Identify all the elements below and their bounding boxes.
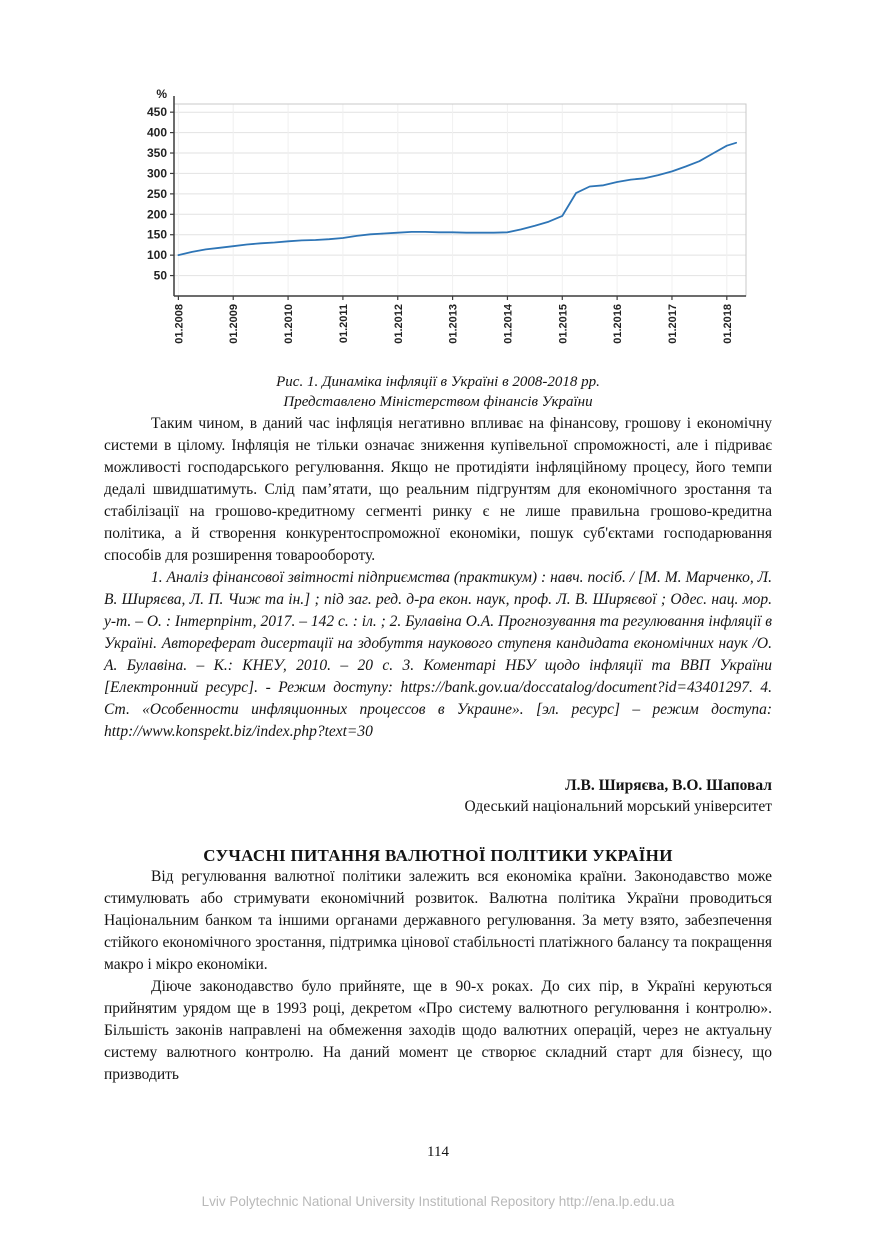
- svg-text:01.2009: 01.2009: [228, 304, 241, 344]
- svg-text:01.2014: 01.2014: [502, 304, 515, 344]
- svg-text:50: 50: [153, 268, 167, 283]
- svg-text:01.2011: 01.2011: [337, 304, 350, 344]
- svg-text:350: 350: [146, 146, 167, 160]
- svg-text:450: 450: [146, 105, 167, 120]
- page-number: 114: [427, 1144, 449, 1160]
- svg-text:200: 200: [146, 207, 167, 222]
- svg-text:01.2015: 01.2015: [557, 304, 570, 344]
- paragraph-currency-policy: Від регулювання валютної політики залежить вся економіка країни. Законодавство може стимулювать або стримувати економічний розвиток. Валютна політика України проводиться Національним банком та іншими органами державного регулювання. За мету взято, забезпечення стійкого економічного зростання, підтримка цінової стабільності платіжного балансу та покращення макро і мікро економіки.: [104, 867, 772, 973]
- svg-text:150: 150: [146, 227, 167, 242]
- article-title: СУЧАСНІ ПИТАННЯ ВАЛЮТНОЇ ПОЛІТИКИ УКРАЇНИ: [203, 845, 673, 865]
- svg-text:400: 400: [146, 125, 167, 140]
- svg-text:01.2010: 01.2010: [283, 304, 296, 344]
- references-list: 1. Аналіз фінансової звітності підприємства (практикум) : навч. посіб. / [М. М. Марченко, Л. В. Ширяєва, Л. П. Чиж та ін.] ; під заг. ред. д-ра екон. наук, проф. Л. В. Ширяєвої ; Одес. нац. мор. у-т. – О. : Інтерпрінт, 2017. – 142 с. : іл. ; 2. Булавіна О.А. Прогнозування та регулювання інфляції в Україні. Автореферат дисертації на здобуття наукового ступеня кандидата економічних наук /О. А. Булавіна. – К.: КНЕУ, 2010. – 20 с. 3. Коментарі НБУ щодо інфляції та ВВП України [Електронний ресурс]. - Режим доступу: https://bank.gov.ua/doccatalog/document?id=43401297. 4. Ст. «Особенности инфляционных процессов в Украине». [эл. ресурс] – режим доступа: http://www.konspekt.biz/index.php?text=30: [104, 568, 772, 740]
- svg-text:300: 300: [146, 166, 167, 181]
- svg-text:01.2018: 01.2018: [721, 304, 734, 344]
- repository-footer: Lviv Polytechnic National University Institutional Repository http://ena.lp.edu.ua: [201, 1194, 675, 1209]
- svg-text:01.2012: 01.2012: [392, 304, 405, 344]
- svg-text:250: 250: [146, 186, 167, 201]
- svg-text:01.2013: 01.2013: [447, 304, 460, 344]
- svg-text:01.2016: 01.2016: [612, 303, 625, 344]
- svg-text:100: 100: [146, 248, 167, 263]
- figure-caption-line2: Представлено Міністерством фінансів України: [283, 394, 593, 411]
- affiliation-line: Одеський національний морський університет: [464, 798, 772, 816]
- paragraph-inflation-conclusion: Таким чином, в даний час інфляція негативно впливає на фінансову, грошову і економічну системи в цілому. Інфляція не тільки означає зниження купівельної спроможності, але і підриває можливості господарського регулювання. Якщо не протидіяти інфляційному процесу, його темпи дедалі швидшатимуть. Слід пам’ятати, що реальним підгрунтям для економічного зростання та стабілізації на грошово-кредитному сегменті ринку є не лише правильна грошово-кредитна політика, а й створення конкурентоспроможної економіки, пошук суб'єктами господарювання способів для розширення товарообороту.: [104, 414, 772, 564]
- svg-text:01.2008: 01.2008: [173, 304, 186, 344]
- inflation-chart: [118, 88, 758, 356]
- svg-text:01.2017: 01.2017: [667, 304, 679, 344]
- figure-caption-line1: Рис. 1. Динаміка інфляції в Україні в 2008-2018 рр.: [276, 374, 600, 390]
- inflation-line-chart: [118, 88, 758, 356]
- authors-line: Л.В. Ширяєва, В.О. Шаповал: [565, 776, 772, 794]
- svg-text:%: %: [156, 88, 167, 101]
- paragraph-legislation: Діюче законодавство було прийняте, ще в 90-х роках. До сих пір, в Україні керуються прийнятим урядом ще в 1993 році, декретом «Про систему валютного регулювання і контролю». Більшість законів направлені на обмеження заходів щодо валютних операцій, через не актуальну систему валютного контролю. На даний момент це створює складний старт для бізнесу, що призводить: [104, 977, 772, 1083]
- figure-caption: [104, 372, 772, 413]
